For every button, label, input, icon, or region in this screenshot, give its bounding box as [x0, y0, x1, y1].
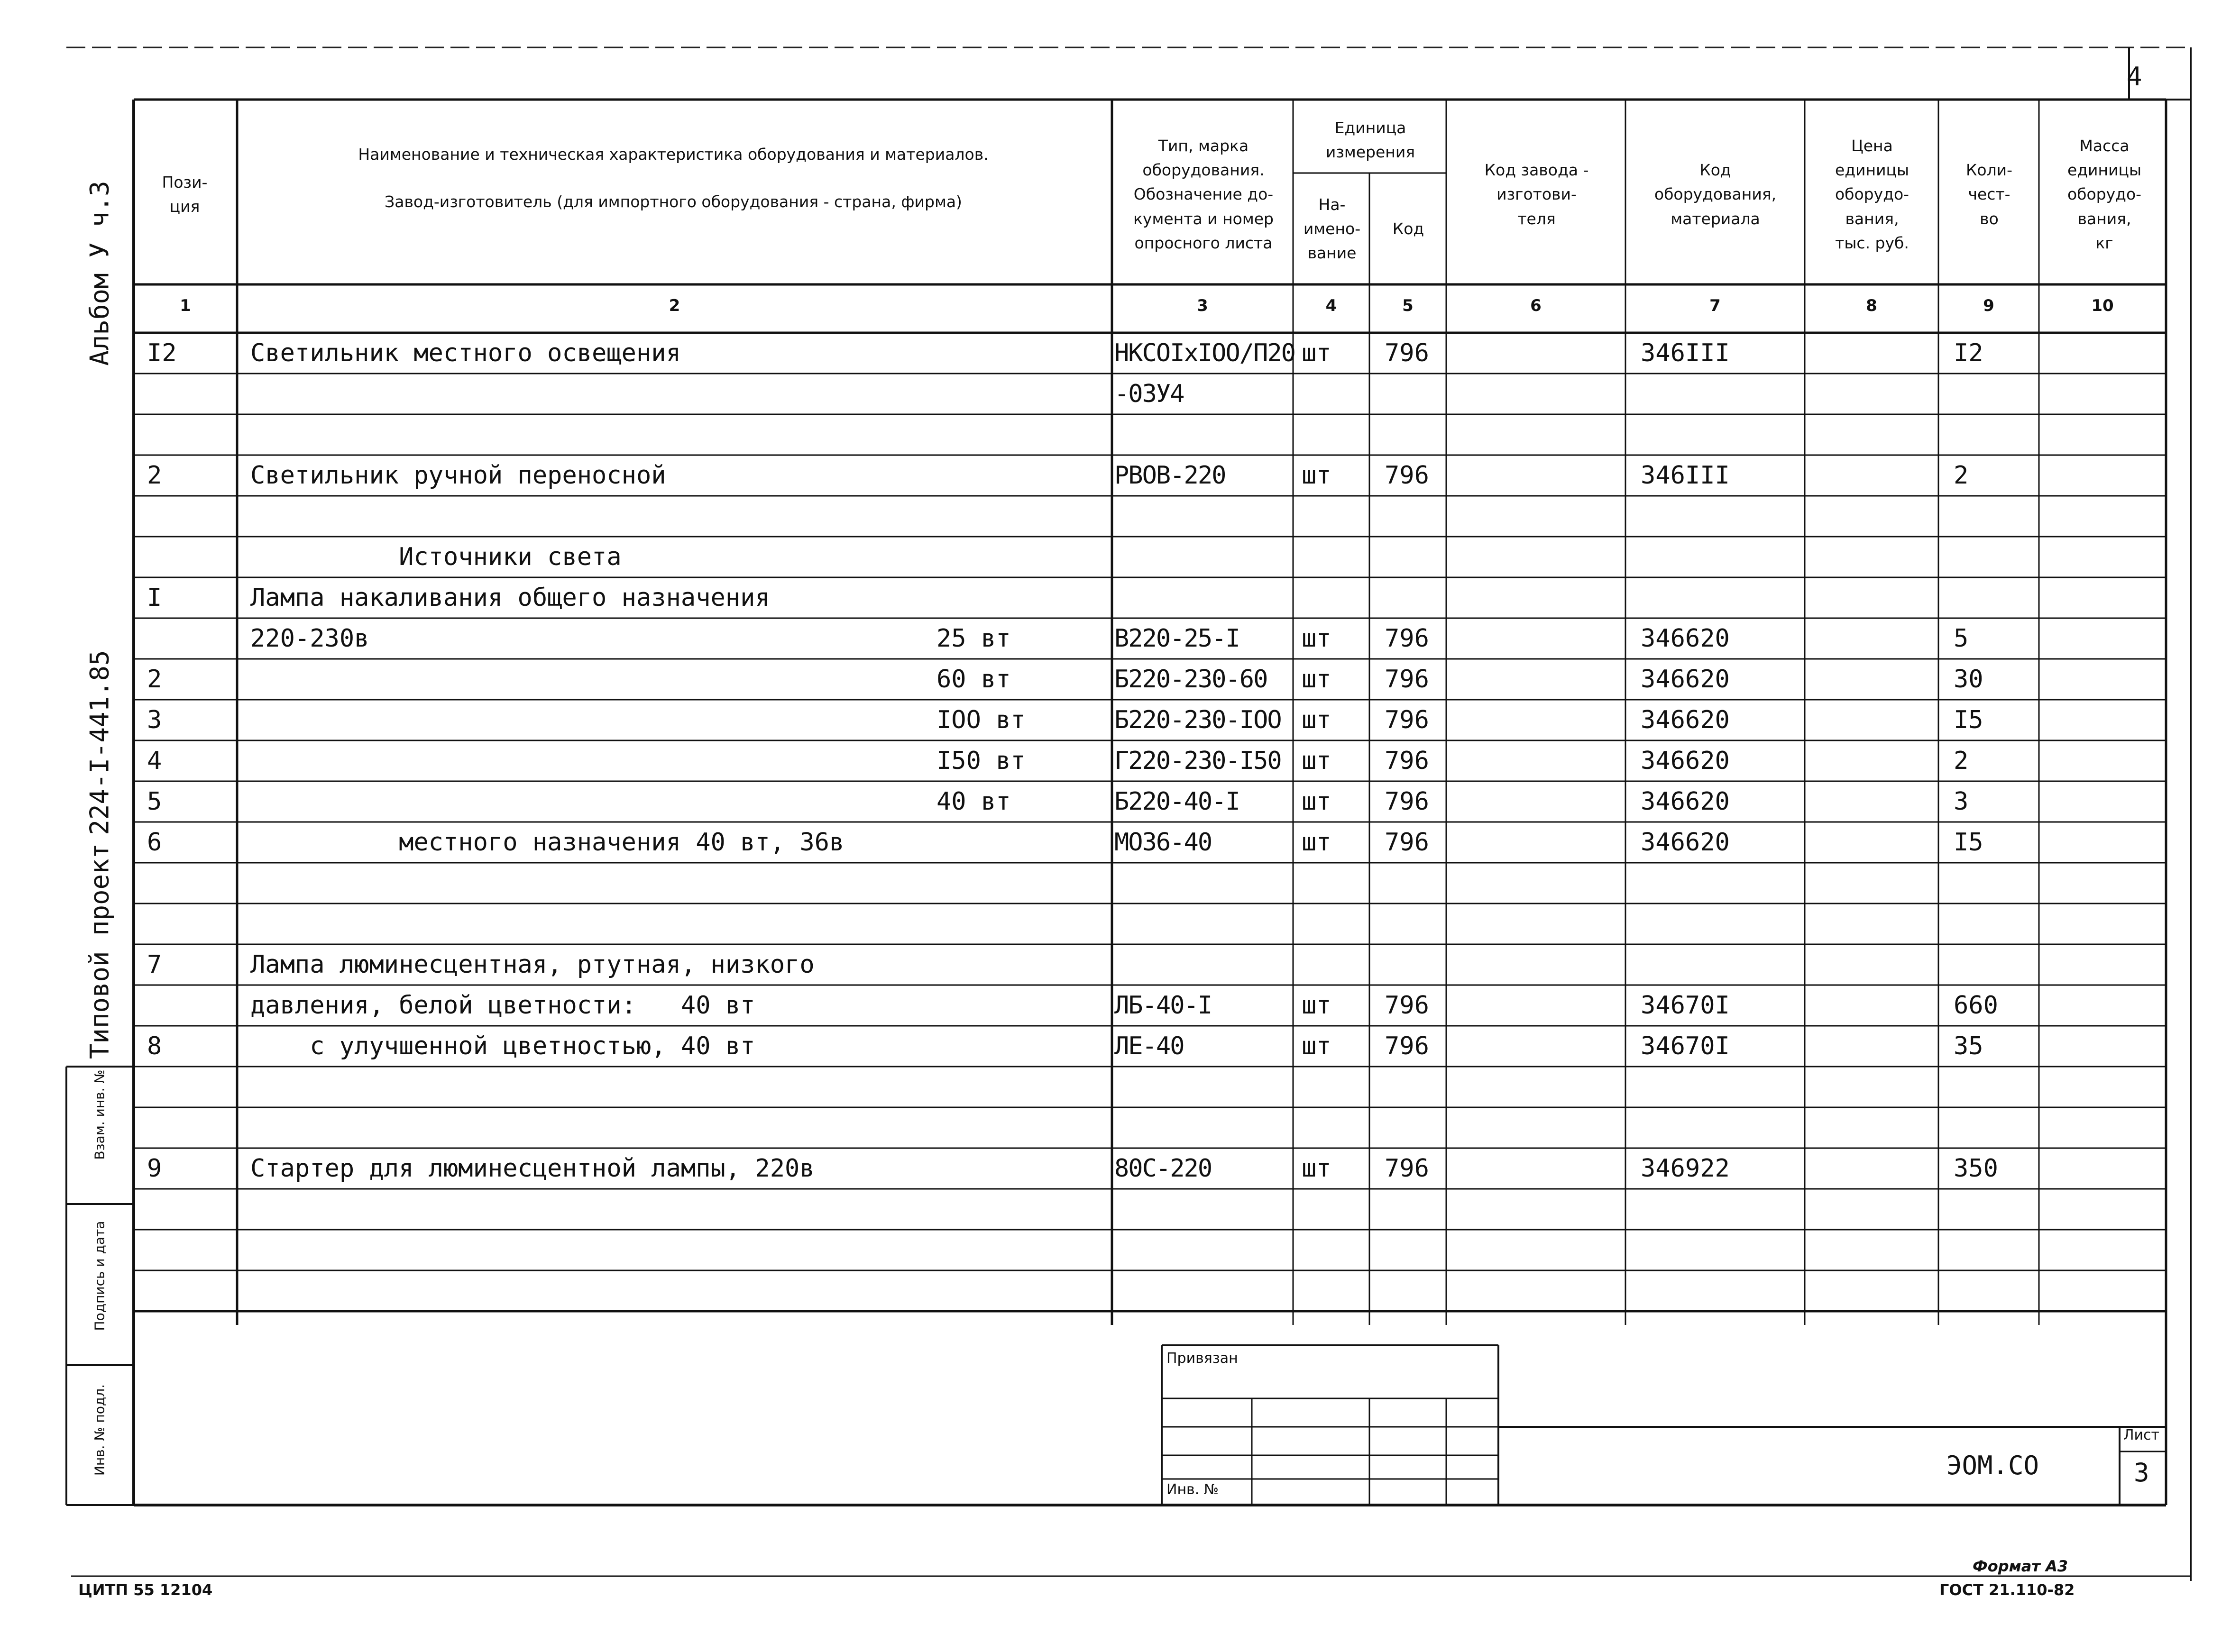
row-quantity: [1954, 905, 2039, 943]
row-position: I2: [147, 339, 177, 367]
row-equipment-code: [1641, 579, 1802, 617]
citp-label: ЦИТП 55 12104: [78, 1581, 213, 1599]
row-type: Б220-40-I: [1114, 787, 1239, 816]
album-label: Альбом У ч.3: [84, 181, 115, 366]
row-type: [1114, 905, 1294, 943]
row-quantity: [1954, 416, 2039, 454]
row-unit: [1302, 375, 1368, 413]
column-number: 7: [1709, 296, 1721, 315]
row-position: [147, 905, 223, 943]
row-name: [250, 416, 952, 454]
row-position: 4: [147, 747, 162, 775]
row-name: 220-230в: [250, 624, 369, 653]
row-name: [250, 660, 952, 698]
row-unit-code: [1385, 375, 1446, 413]
header-factory-code: Код завода - изготови- теля: [1484, 161, 1589, 228]
row-quantity: [1954, 579, 2039, 617]
row-equipment-code: [1641, 1190, 1802, 1228]
column-number: 10: [2091, 296, 2114, 315]
row-position: 6: [147, 828, 162, 857]
row-type: Б220-230-60: [1114, 665, 1267, 694]
row-power: [936, 1272, 1098, 1310]
row-type: Б220-230-IOO: [1114, 706, 1281, 734]
format-label: Формат А3: [1973, 1557, 2068, 1575]
stamp-box-2: Подпись и дата: [92, 1221, 108, 1331]
row-type: НКСОIxIOO/П20: [1114, 339, 1295, 367]
row-power: [936, 334, 1098, 372]
row-position: I: [147, 584, 162, 612]
row-equipment-code: 346III: [1641, 339, 1730, 367]
row-quantity: I5: [1954, 706, 1983, 734]
row-unit-code: [1385, 905, 1446, 943]
sheet-label: Лист: [2123, 1427, 2160, 1443]
row-unit: [1302, 946, 1368, 984]
row-name: [250, 905, 952, 943]
row-power: [936, 416, 1098, 454]
row-power: [936, 375, 1098, 413]
row-unit-code: [1385, 1109, 1446, 1147]
row-position: [147, 1109, 223, 1147]
row-position: [147, 986, 223, 1024]
row-name: [250, 783, 952, 821]
row-quantity: [1954, 946, 2039, 984]
row-unit-code: 796: [1385, 665, 1429, 694]
row-unit-code: [1385, 1272, 1446, 1310]
row-type: [1114, 864, 1294, 902]
header-unit-code: Код: [1392, 219, 1424, 238]
row-position: [147, 1272, 223, 1310]
row-name: давления, белой цветности: 40 вт: [250, 991, 755, 1020]
row-name: [250, 1272, 952, 1310]
sheet-number: 3: [2134, 1458, 2149, 1488]
row-quantity: 2: [1954, 747, 1969, 775]
row-unit-code: 796: [1385, 706, 1429, 734]
inventory-number-label: Инв. №: [1166, 1481, 1219, 1498]
header-type: Тип, марка оборудования. Обозначение до- кумента и номер опросного листа: [1133, 137, 1274, 252]
row-equipment-code: 346620: [1641, 828, 1730, 857]
row-type: МО36-40: [1114, 828, 1212, 857]
privyazan-label: Привязан: [1166, 1350, 1238, 1367]
row-unit: шт: [1302, 991, 1331, 1020]
row-power: [936, 497, 1098, 535]
row-unit-code: [1385, 864, 1446, 902]
row-type: ЛБ-40-I: [1114, 991, 1212, 1020]
header-name-line1: Наименование и техническая характеристика оборудования и материалов.: [358, 145, 989, 164]
row-quantity: [1954, 375, 2039, 413]
row-power: [936, 1190, 1098, 1228]
row-quantity: [1954, 1068, 2039, 1106]
row-unit: шт: [1302, 339, 1331, 367]
row-equipment-code: 34670I: [1641, 991, 1730, 1020]
header-price: Цена единицы оборудо- вания, тыс. руб.: [1835, 137, 1910, 252]
column-number: 2: [669, 296, 680, 315]
row-unit-code: 796: [1385, 828, 1429, 857]
row-type: [1114, 1109, 1294, 1147]
row-type: РВОВ-220: [1114, 461, 1226, 490]
row-name: [250, 1190, 952, 1228]
row-position: 2: [147, 665, 162, 694]
column-number: 1: [180, 296, 191, 315]
column-number: 3: [1197, 296, 1208, 315]
row-unit-code: 796: [1385, 461, 1429, 490]
row-unit: [1302, 579, 1368, 617]
row-power: [936, 538, 1098, 576]
row-position: 7: [147, 950, 162, 979]
row-position: [147, 538, 223, 576]
row-unit-code: 796: [1385, 991, 1429, 1020]
row-type: [1114, 579, 1294, 617]
row-unit: шт: [1302, 828, 1331, 857]
row-power: IOO вт: [936, 706, 1026, 734]
row-quantity: I2: [1954, 339, 1983, 367]
row-power: 40 вт: [936, 787, 1011, 816]
row-unit-code: 796: [1385, 624, 1429, 653]
row-type: В220-25-I: [1114, 624, 1239, 653]
row-unit-code: [1385, 1231, 1446, 1269]
page-number: 4: [2127, 62, 2142, 91]
row-name: местного назначения 40 вт, 36в: [250, 828, 845, 857]
row-name: Светильник ручной переносной: [250, 461, 666, 490]
row-type: ЛЕ-40: [1114, 1032, 1184, 1060]
row-name: Светильник местного освещения: [250, 339, 681, 367]
row-equipment-code: 34670I: [1641, 1032, 1730, 1060]
row-power: [936, 986, 1098, 1024]
row-position: 8: [147, 1032, 162, 1060]
row-name: с улучшенной цветностью, 40 вт: [250, 1032, 755, 1060]
row-name: Стартер для люминесцентной лампы, 220в: [250, 1154, 815, 1183]
row-quantity: 660: [1954, 991, 1998, 1020]
row-unit: [1302, 864, 1368, 902]
row-unit: шт: [1302, 1032, 1331, 1060]
row-unit: шт: [1302, 787, 1331, 816]
row-quantity: I5: [1954, 828, 1983, 857]
row-position: [147, 375, 223, 413]
row-equipment-code: 346620: [1641, 624, 1730, 653]
row-quantity: [1954, 1231, 2039, 1269]
row-unit-code: [1385, 416, 1446, 454]
row-type: 80С-220: [1114, 1154, 1212, 1183]
row-unit: шт: [1302, 461, 1331, 490]
row-position: [147, 497, 223, 535]
row-equipment-code: 346620: [1641, 665, 1730, 694]
row-equipment-code: [1641, 1068, 1802, 1106]
row-power: [936, 946, 1098, 984]
row-quantity: [1954, 1190, 2039, 1228]
row-name: Лампа накаливания общего назначения: [250, 584, 770, 612]
row-unit: [1302, 416, 1368, 454]
row-unit-code: 796: [1385, 787, 1429, 816]
row-equipment-code: 346922: [1641, 1154, 1730, 1183]
row-quantity: [1954, 1272, 2039, 1310]
document-code: ЭОМ.СО: [1946, 1451, 2039, 1480]
row-type: [1114, 1231, 1294, 1269]
row-power: [936, 864, 1098, 902]
row-quantity: [1954, 864, 2039, 902]
row-name: [250, 1068, 952, 1106]
row-power: I50 вт: [936, 747, 1026, 775]
header-position: Пози- ция: [162, 173, 208, 216]
row-unit: [1302, 1068, 1368, 1106]
row-power: [936, 1150, 1098, 1187]
column-number: 6: [1530, 296, 1542, 315]
row-power: [936, 456, 1098, 494]
row-equipment-code: [1641, 1109, 1802, 1147]
row-type: [1114, 1190, 1294, 1228]
row-equipment-code: 346620: [1641, 787, 1730, 816]
row-type: [1114, 1068, 1294, 1106]
row-name: [250, 375, 952, 413]
row-unit: шт: [1302, 706, 1331, 734]
row-type: [1114, 497, 1294, 535]
column-number: 4: [1325, 296, 1337, 315]
row-quantity: 2: [1954, 461, 1969, 490]
row-unit: [1302, 497, 1368, 535]
row-position: [147, 416, 223, 454]
row-position: [147, 1068, 223, 1106]
row-equipment-code: [1641, 497, 1802, 535]
row-name: Лампа люминесцентная, ртутная, низкого: [250, 950, 815, 979]
project-type-label: Типовой проект: [84, 843, 115, 1059]
row-position: [147, 864, 223, 902]
stamp-box-1: Взам. инв. №: [92, 1069, 108, 1160]
row-unit: шт: [1302, 665, 1331, 694]
row-name: [250, 497, 952, 535]
row-equipment-code: [1641, 375, 1802, 413]
header-mass: Масса единицы оборудо- вания, кг: [2067, 137, 2142, 252]
row-unit: шт: [1302, 1154, 1331, 1183]
row-power: [936, 579, 1098, 617]
header-equipment-code: Код оборудования, материала: [1654, 161, 1777, 228]
row-unit-code: 796: [1385, 747, 1429, 775]
row-quantity: [1954, 1109, 2039, 1147]
row-unit: [1302, 1109, 1368, 1147]
row-equipment-code: [1641, 905, 1802, 943]
row-unit: [1302, 1272, 1368, 1310]
row-quantity: 35: [1954, 1032, 1983, 1060]
header-quantity: Коли- чест- во: [1965, 161, 2013, 228]
row-power: [936, 1231, 1098, 1269]
row-power: [936, 1109, 1098, 1147]
row-position: 5: [147, 787, 162, 816]
row-type: Г220-230-I50: [1114, 747, 1281, 775]
row-position: 2: [147, 461, 162, 490]
row-power: 25 вт: [936, 624, 1011, 653]
row-quantity: [1954, 497, 2039, 535]
row-name: Источники света: [250, 543, 622, 571]
row-type: -03У4: [1114, 380, 1184, 408]
row-position: [147, 620, 223, 657]
row-unit: шт: [1302, 747, 1331, 775]
row-equipment-code: [1641, 538, 1802, 576]
row-unit: шт: [1302, 624, 1331, 653]
row-position: [147, 1190, 223, 1228]
row-name: [250, 1109, 952, 1147]
column-number: 8: [1866, 296, 1877, 315]
row-quantity: 5: [1954, 624, 1969, 653]
row-type: [1114, 416, 1294, 454]
row-power: [936, 905, 1098, 943]
row-equipment-code: 346620: [1641, 706, 1730, 734]
row-position: [147, 1231, 223, 1269]
project-code-label: 224-I-441.85: [84, 650, 115, 835]
row-name: [250, 701, 952, 739]
row-quantity: 3: [1954, 787, 1969, 816]
row-power: [936, 823, 1098, 861]
row-unit-code: 796: [1385, 1032, 1429, 1060]
row-position: 3: [147, 706, 162, 734]
row-unit-code: [1385, 579, 1446, 617]
row-equipment-code: [1641, 946, 1802, 984]
row-type: [1114, 538, 1294, 576]
row-unit-code: [1385, 1068, 1446, 1106]
row-type: [1114, 1272, 1294, 1310]
row-unit: [1302, 1190, 1368, 1228]
row-unit: [1302, 538, 1368, 576]
header-unit-name: На- имено- вание: [1303, 195, 1361, 263]
stamp-box-3: Инв. № подл.: [92, 1384, 108, 1476]
row-unit: [1302, 905, 1368, 943]
row-quantity: [1954, 538, 2039, 576]
row-equipment-code: [1641, 864, 1802, 902]
row-name: [250, 742, 952, 780]
row-unit-code: [1385, 946, 1446, 984]
row-equipment-code: 346620: [1641, 747, 1730, 775]
row-power: [936, 1027, 1098, 1065]
header-name-line2: Завод-изготовитель (для импортного оборудования - страна, фирма): [385, 192, 962, 211]
gost-label: ГОСТ 21.110-82: [1939, 1581, 2075, 1599]
row-name: [250, 864, 952, 902]
row-unit-code: [1385, 538, 1446, 576]
row-unit-code: [1385, 497, 1446, 535]
header-unit-group: Единица измерения: [1325, 118, 1415, 161]
row-name: [250, 1231, 952, 1269]
row-equipment-code: [1641, 416, 1802, 454]
row-power: [936, 1068, 1098, 1106]
row-position: 9: [147, 1154, 162, 1183]
row-equipment-code: [1641, 1231, 1802, 1269]
column-number: 9: [1983, 296, 1994, 315]
row-unit-code: [1385, 1190, 1446, 1228]
row-type: [1114, 946, 1294, 984]
row-equipment-code: [1641, 1272, 1802, 1310]
row-quantity: 30: [1954, 665, 1983, 694]
row-quantity: 350: [1954, 1154, 1998, 1183]
row-unit: [1302, 1231, 1368, 1269]
row-unit-code: 796: [1385, 339, 1429, 367]
column-number: 5: [1402, 296, 1414, 315]
row-unit-code: 796: [1385, 1154, 1429, 1183]
row-power: 60 вт: [936, 665, 1011, 694]
row-equipment-code: 346III: [1641, 461, 1730, 490]
